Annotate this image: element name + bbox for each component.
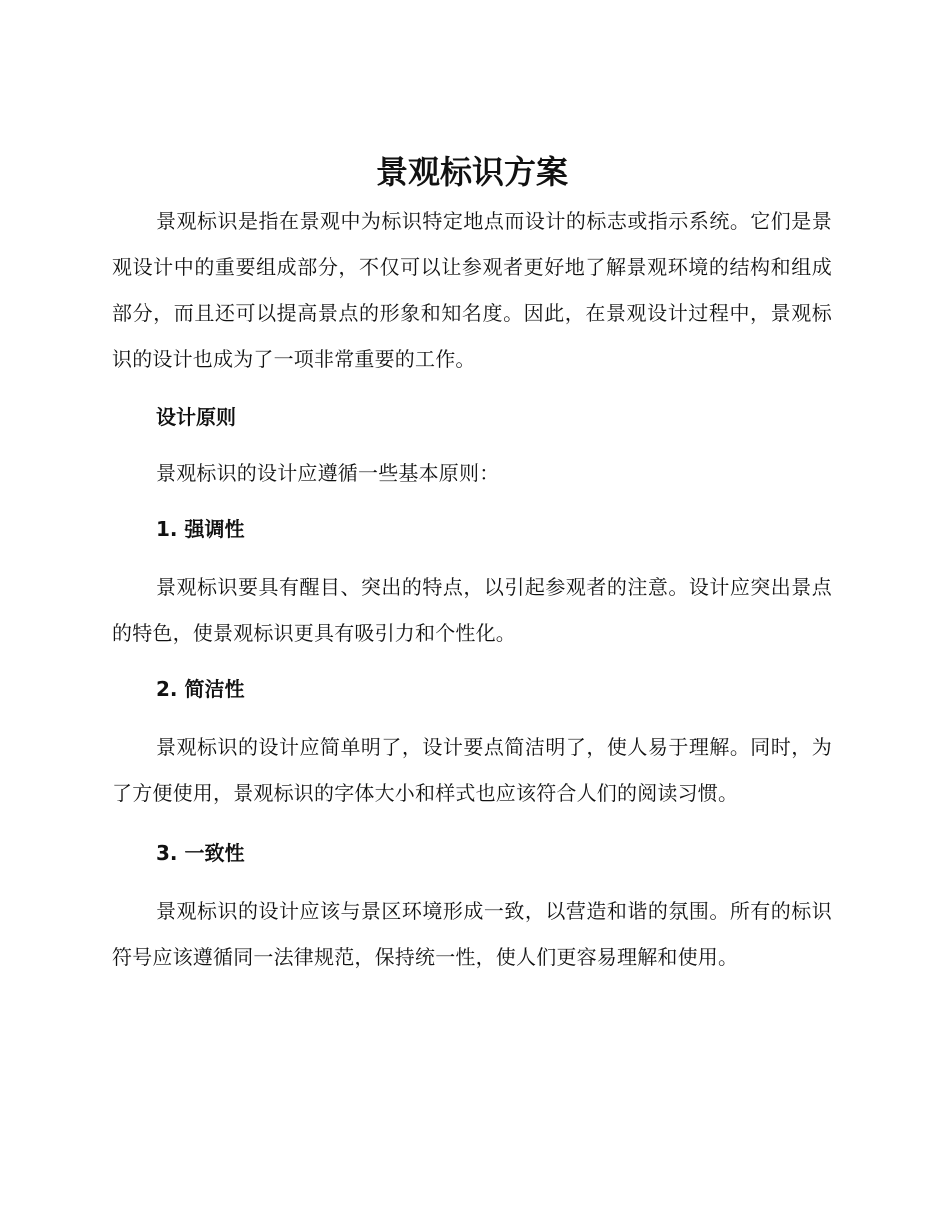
section-body-consistency: 景观标识的设计应该与景区环境形成一致，以营造和谐的氛围。所有的标识符号应该遵循同一法律规范，保持统一性，使人们更容易理解和使用。 [112,899,832,969]
section-heading-simplicity: 2. 简洁性 [156,677,245,701]
document-body [112,148,832,980]
spacer [112,876,832,888]
spacer [112,496,832,506]
spacer [112,816,832,830]
spacer [112,440,832,450]
spacer [112,382,832,394]
section-body-emphasis: 景观标识要具有醒目、突出的特点，以引起参观者的注意。设计应突出景点的特色，使景观标识更具有吸引力和个性化。 [112,575,832,645]
principles-heading: 设计原则 [156,405,236,429]
section-heading-emphasis: 1. 强调性 [156,517,245,541]
principles-intro: 景观标识的设计应遵循一些基本原则： [156,461,500,485]
section-heading-consistency: 3. 一致性 [156,841,245,865]
section-body-simplicity: 景观标识的设计应简单明了，设计要点简洁明了，使人易于理解。同时，为了方便使用，景观标识的字体大小和样式也应该符合人们的阅读习惯。 [112,735,832,805]
intro-paragraph: 景观标识是指在景观中为标识特定地点而设计的标志或指示系统。它们是景观设计中的重要组成部分，不仅可以让参观者更好地了解景观环境的结构和组成部分，而且还可以提高景点的形象和知名度。因此，在景观设计过程中，景观标识的设计也成为了一项非常重要的工作。 [112,209,832,371]
spacer [112,712,832,724]
spacer [112,656,832,666]
document-title: 景观标识方案 [375,153,568,191]
spacer [112,552,832,564]
